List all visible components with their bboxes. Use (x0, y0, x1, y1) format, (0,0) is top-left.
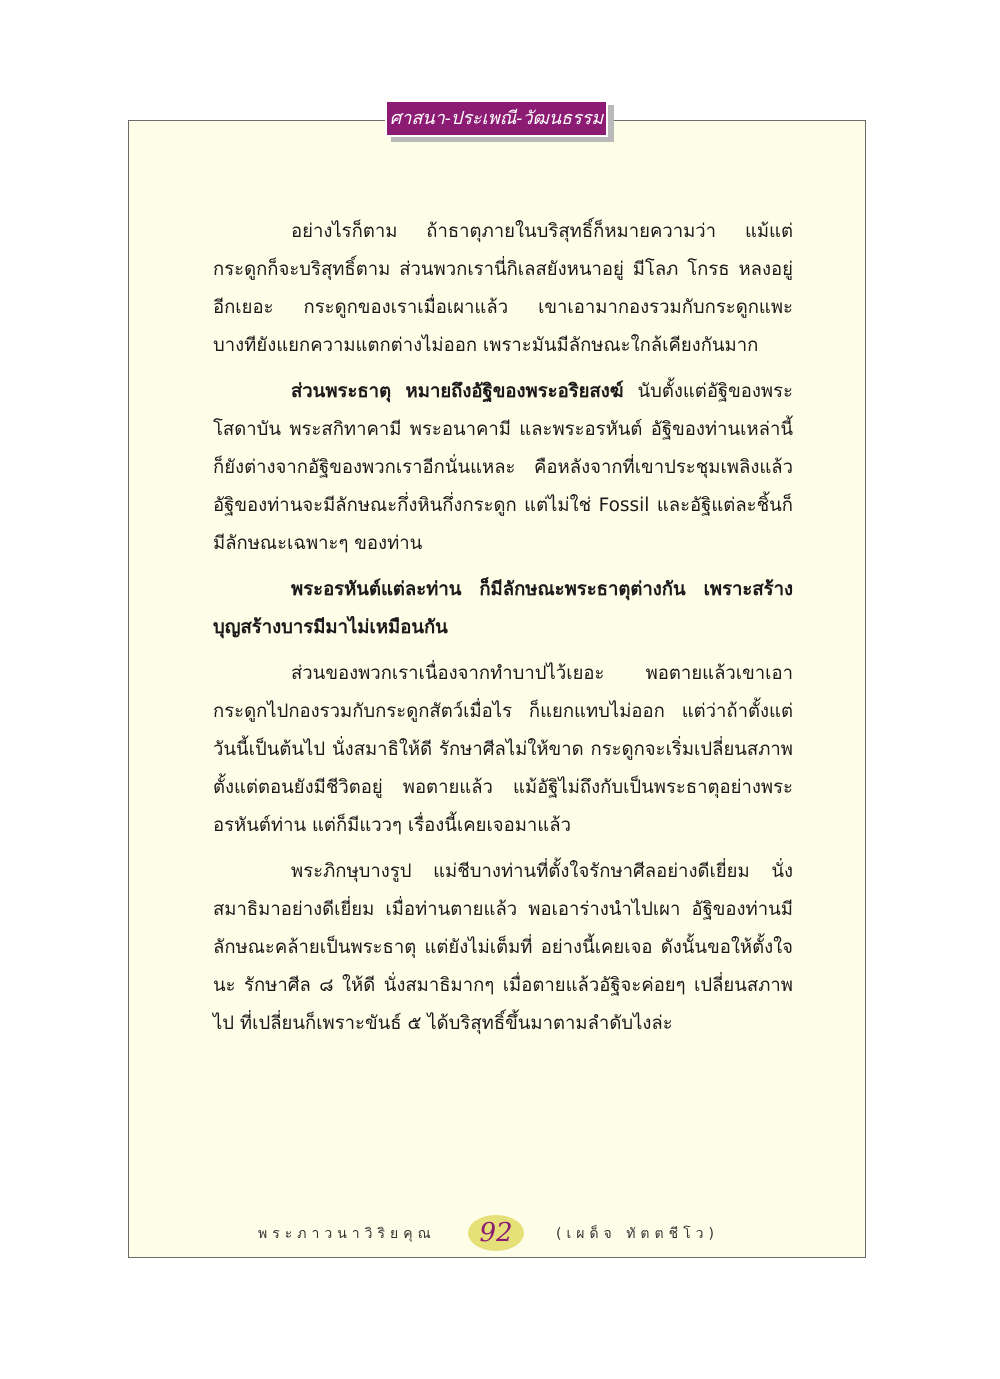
footer-author: (เผด็จ ทัตตชีโว) (556, 1226, 719, 1242)
paragraph-2 (213, 373, 793, 563)
paragraph-2-bold: ส่วนพระธาตุ หมายถึงอัฐิของพระอริยสงฆ์ (291, 381, 624, 402)
paragraph-5: พระภิกษุบางรูป แม่ชีบางท่านที่ตั้งใจรักษาศีลอย่างดีเยี่ยม นั่งสมาธิมาอย่างดีเยี่ยม เมื่อท่านตายแล้ว พอเอาร่างนำไปเผา อัฐิของท่านมีลักษณะคล้ายเป็นพระธาตุ แต่ยังไม่เต็มที่ อย่างนี้เคยเจอ ดังนั้นขอให้ตั้งใจนะ รักษาศีล ๘ ให้ดี นั่งสมาธิมากๆ เมื่อตายแล้วอัฐิจะค่อยๆ เปลี่ยนสภาพไป ที่เปลี่ยนก็เพราะขันธ์ ๕ ได้บริสุทธิ์ขึ้นมาตามลำดับไงล่ะ (213, 861, 793, 1034)
paragraph-2-rest: นับตั้งแต่อัฐิของพระโสดาบัน พระสกิทาคามี พระอนาคามี และพระอรหันต์ อัฐิของท่านเหล่านี้ก็ยังต่างจากอัฐิของพวกเราอีกนั่นแหละ คือหลังจากที่เขาประชุมเพลิงแล้ว อัฐิของท่านจะมีลักษณะกึ่งหินกึ่งกระดูก แต่ไม่ใช่ Fossil และอัฐิแต่ละชิ้นก็มีลักษณะเฉพาะๆ ของท่าน (213, 381, 793, 554)
page-number-badge: 92 (468, 1215, 524, 1251)
section-title-tab: ศาสนา-ประเพณี-วัฒนธรรม (385, 100, 608, 137)
paragraph-3-emphasis: พระอรหันต์แต่ละท่าน ก็มีลักษณะพระธาตุต่างกัน เพราะสร้างบุญสร้างบารมีมาไม่เหมือนกัน (213, 579, 793, 638)
footer-book-title: พระภาวนาวิริยคุณ (258, 1226, 436, 1242)
paragraph-1: อย่างไรก็ตาม ถ้าธาตุภายในบริสุทธิ์ก็หมายความว่า แม้แต่กระดูกก็จะบริสุทธิ์ตาม ส่วนพวกเรานี่กิเลสยังหนาอยู่ มีโลภ โกรธ หลงอยู่อีกเยอะ กระดูกของเราเมื่อเผาแล้ว เขาเอามากองรวมกับกระดูกแพะ บางทียังแยกความแตกต่างไม่ออก เพราะมันมีลักษณะใกล้เคียงกันมาก (213, 221, 793, 356)
paragraph-4: ส่วนของพวกเราเนื่องจากทำบาปไว้เยอะ พอตายแล้วเขาเอากระดูกไปกองรวมกับกระดูกสัตว์เมื่อไร ก็แยกแทบไม่ออก แต่ว่าถ้าตั้งแต่วันนี้เป็นต้นไป นั่งสมาธิให้ดี รักษาศีลไม่ให้ขาด กระดูกจะเริ่มเปลี่ยนสภาพตั้งแต่ตอนยังมีชีวิตอยู่ พอตายแล้ว แม้อัฐิไม่ถึงกับเป็นพระธาตุอย่างพระอรหันต์ท่าน แต่ก็มีแววๆ เรื่องนี้เคยเจอมาแล้ว (213, 663, 793, 836)
page-footer (128, 1213, 866, 1253)
body-text (213, 213, 793, 1051)
